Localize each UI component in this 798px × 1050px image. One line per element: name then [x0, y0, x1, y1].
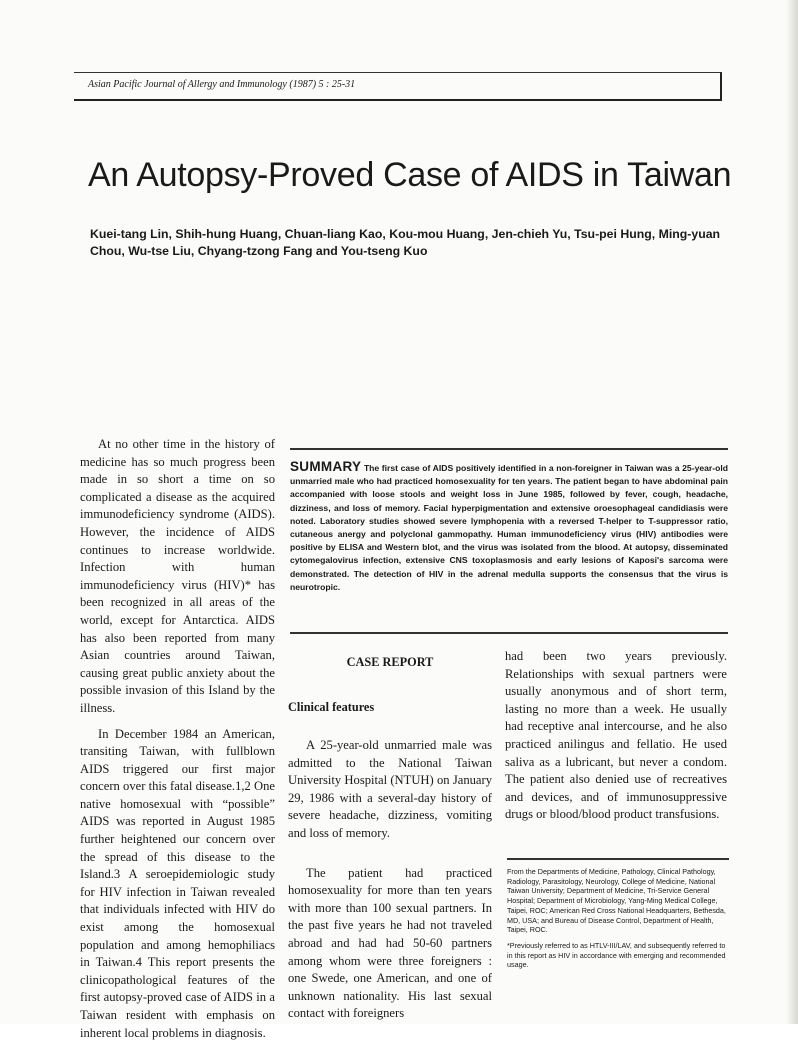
- summary-text: The first case of AIDS positively identified in a non-foreigner in Taiwan was a 25-year-old unmarried male who had practiced homosexuality for ten years. The patient began to have abdominal pain accompanied with loose stools and weight loss in June 1985, followed by fever, cough, headache, dizziness, and loss of memory. Facial hyperpigmentation and extensive oroesophageal candidiasis were noted. Laboratory studies showed severe lymphopenia with a reversed T-helper to T-suppressor ratio, cutaneous anergy and polyclonal gammopathy. Human immunodeficiency virus (HIV) antibodies were positive by ELISA and Western blot, and the virus was isolated from the blood. At autopsy, disseminated cytomegalovirus infection, extensive CNS toxoplasmosis and early lesions of Kaposi's sarcoma were demonstrated. The detection of HIV in the adrenal medulla supports the consensus that the virus is neurotropic.: [290, 463, 728, 592]
- summary-block: [290, 460, 728, 594]
- footnotes: [507, 867, 729, 976]
- summary-label: SUMMARY: [290, 459, 362, 474]
- intro-paragraph: At no other time in the history of medicine has so much progress been made in so short a time on so complicated a disease as the acquired immunodeficiency syndrome (AIDS). However, the incidence of AIDS continues to increase worldwide. Infection with human immunodeficiency virus (HIV)* has been recognized in all areas of the world, except for Antarctica. AIDS has also been reported from many Asian countries around Taiwan, causing great public anxiety about the possible invasion of this Island by the illness.: [80, 437, 275, 715]
- case-report-continued-column: [505, 648, 727, 832]
- scan-edge: [786, 0, 798, 1024]
- paper-title: An Autopsy-Proved Case of AIDS in Taiwan: [88, 156, 732, 194]
- case-paragraph: A 25-year-old unmarried male was admitted to the National Taiwan University Hospital (NTUH) on January 29, 1986 with a several-day history of severe headache, dizziness, vomiting and loss of memory.: [288, 738, 492, 840]
- case-report-column: [288, 655, 492, 1031]
- hiv-footnote: *Previously referred to as HTLV-III/LAV, and subsequently referred to in this report as HIV in accordance with emerging and recommended usage.: [507, 940, 726, 970]
- author-list: Kuei-tang Lin, Shih-hung Huang, Chuan-liang Kao, Kou-mou Huang, Jen-chieh Yu, Tsu-pei Hung, Ming-yuan Chou, Wu-tse Liu, Chyang-tzong Fang and You-tseng Kuo: [90, 227, 721, 258]
- intro-paragraph: In December 1984 an American, transiting Taiwan, with fullblown AIDS triggered our first major concern over this fatal disease.1,2 One native homosexual with “possible” AIDS was reported in August 1985 further heightened our concern over the spread of this disease to the Island.3 A seroepidemiologic study for HIV infection in Taiwan revealed that individuals infected with HIV do exist among the homosexual population and among hemophiliacs in Taiwan.4 This report presents the clinicopathological features of the first autopsy-proved case of AIDS in a Taiwan resident with emphasis on inherent local problems in diagnosis.: [80, 726, 275, 1040]
- case-paragraph-continued: had been two years previously. Relationships with sexual partners were usually anonymous and of short term, lasting no more than a week. He usually had receptive anal intercourse, and he also practiced anilingus and fellatio. He used saliva as a lubricant, but never a condom. The patient also denied use of recreatives and devices, and of immunosuppressive drugs or blood/blood product transfusions.: [505, 649, 727, 822]
- summary-top-rule: [290, 448, 728, 450]
- summary-bottom-rule: [290, 632, 728, 634]
- affiliation-footnote: From the Departments of Medicine, Pathology, Clinical Pathology, Radiology, Parasitology, Neurology, College of Medicine, National Taiwan University; Department of Medicine, Tri-Service General Hospital; Department of Microbiology, Yang-Ming Medical College, Taipei, ROC; American Red Cross National Headquarters, Bethesda, MD, USA; and Bureau of Disease Control, Department of Health, Taipei, ROC.: [507, 867, 726, 935]
- case-paragraph: The patient had practiced homosexuality for more than ten years with more than 100 sexual partners. In the past five years he had not traveled abroad and had had 50-60 partners among whom were three foreigners : one Swede, one American, and one of unknown nationality. His last sexual contact with foreigners: [288, 865, 492, 1021]
- clinical-features-heading: Clinical features: [288, 700, 375, 714]
- case-report-heading: CASE REPORT: [346, 655, 434, 669]
- running-header-box: [74, 72, 722, 101]
- footnote-rule: [507, 858, 729, 860]
- introduction-column: [80, 436, 275, 1050]
- running-header: Asian Pacific Journal of Allergy and Immunology (1987) 5 : 25-31: [88, 79, 356, 90]
